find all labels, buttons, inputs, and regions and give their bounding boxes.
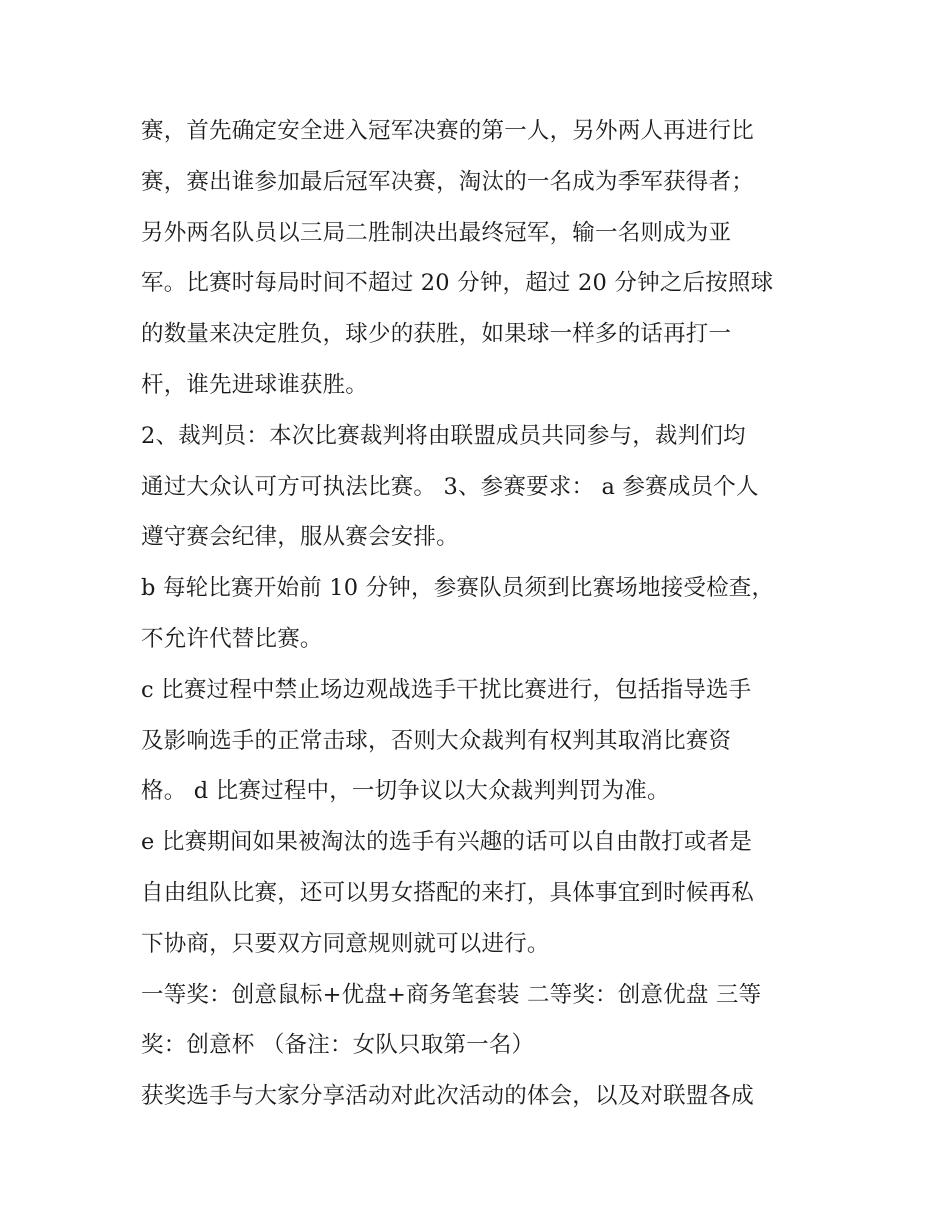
text-line: 赛，首先确定安全进入冠军决赛的第一人，另外两人再进行比 [141,118,754,144]
text-line: c 比赛过程中禁止场边观战选手干扰比赛进行，包括指导选手 [141,676,752,703]
text-line: 奖：创意杯 （备注：女队只取第一名） [141,1032,535,1059]
text-line: e 比赛期间如果被淘汰的选手有兴趣的话可以自由散打或者是 [141,829,753,856]
text-line: b 每轮比赛开始前 10 分钟，参赛队员须到比赛场地接受检查， [141,575,775,602]
text-line: 2、裁判员：本次比赛裁判将由联盟成员共同参与，裁判们均 [141,422,746,449]
text-line: 赛，赛出谁参加最后冠军决赛，淘汰的一名成为季军获得者； [141,168,754,195]
text-line: 获奖选手与大家分享活动对此次活动的体会，以及对联盟各成 [141,1083,754,1110]
text-line: 下协商，只要双方同意规则就可以进行。 [141,930,550,957]
text-line: 军。比赛时每局时间不超过 20 分钟，超过 20 分钟之后按照球 [141,270,774,297]
text-line: 一等奖：创意鼠标+优盘+商务笔套装 二等奖：创意优盘 三等 [141,981,762,1008]
text-line: 通过大众认可方可执法比赛。 3、参赛要求： a 参赛成员个人 [141,473,759,500]
text-line: 自由组队比赛，还可以男女搭配的来打，具体事宜到时候再私 [141,879,754,906]
text-line: 另外两名队员以三局二胜制决出最终冠军，输一名则成为亚 [141,219,732,246]
text-line: 杆，谁先进球谁获胜。 [141,371,369,398]
text-line: 及影响选手的正常击球，否则大众裁判有权判其取消比赛资 [141,727,732,754]
text-line: 不允许代替比赛。 [141,625,323,652]
text-line: 遵守赛会纪律，服从赛会安排。 [141,524,459,551]
text-line: 的数量来决定胜负，球少的获胜，如果球一样多的话再打一 [141,321,732,348]
text-line: 格。 d 比赛过程中，一切争议以大众裁判判罚为准。 [141,778,670,805]
document-body [141,106,821,1122]
